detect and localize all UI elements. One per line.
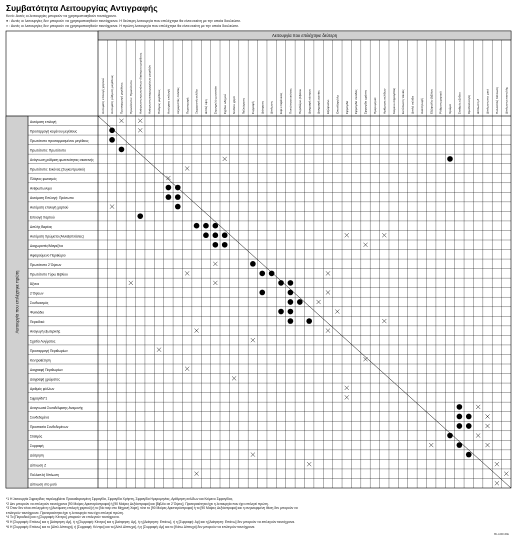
footnote-line: *1 Η λειτουργία Σφραγίδας περιλαμβάνει Προκαθορισμένη Σφραγίδα, Σφραγίδα Χρήστη, Σφραγίδα Ημερομηνίας, Αρίθμηση σελίδων και Κείμενο Σφραγίδας. [6, 497, 234, 501]
row-header: Αυτόματη επιλογή χαρτιού [30, 205, 69, 210]
dot-mark [250, 261, 256, 267]
cross-mark [495, 481, 499, 485]
column-header: Εφέ επιφάνειας [279, 92, 284, 114]
column-header: Δίπλωση στο μισό [485, 88, 490, 114]
row-header: Σταθμός [30, 434, 43, 439]
dot-mark [278, 280, 284, 286]
column-header: Ομαδοποίηση [466, 94, 471, 114]
cross-mark [476, 433, 480, 437]
cross-mark [317, 300, 321, 304]
header-second-label: Λειτουργία που επιλέχτηκε δεύτερη [271, 33, 338, 38]
dot-mark [203, 232, 209, 238]
dot-mark [175, 204, 181, 210]
row-header: Κεντροθέτηση [30, 358, 51, 363]
row-headers [28, 116, 511, 486]
row-header: Πολλαπλή δίπλωση [30, 472, 59, 477]
column-header: Δίπλωση επιστολής [504, 86, 509, 114]
dot-mark [109, 137, 115, 143]
footnote-line: *2 Δεν μπορούν να επιλεγούν ταυτόχρονα [90 Μοίρες Αριστερόστροφα] ή [90 Μοίρες Δεξιόστροφα] και [Βιβλίο σε 2 Όψεις]. Προτεραιότητα έχει η λειτουργία που έχει επιλεγεί πρώτη. [6, 501, 269, 506]
cross-mark [335, 309, 339, 313]
column-header: Εξώφυλλο βιβλίου [429, 88, 434, 114]
row-header: Άξονα [30, 282, 39, 287]
column-header: Ταξινόμηση [241, 98, 246, 114]
footnote-line: *6 Η [Συρραφή: Επάνω] και το [Δίπλ Δίπτυχα], ή [Συρραφή: Κέντρο] και το [Δίπλ Δίπτυχα], ή η [Συρραφή: Αρ] και το [Κάτω Δίπτυχα] δεν μπορούν να επιλεγούν ταυτόχρονα. [6, 524, 256, 529]
footnote-line: επιλεγούν ταυτόχρονα. Προτεραιότητα έχει η λειτουργία που έχει επιλεγεί πρώτη. [6, 510, 124, 515]
dot-mark [297, 299, 303, 305]
dot-mark [288, 299, 294, 305]
column-header: Σφραγίδα χρήστη [363, 89, 368, 114]
cross-mark [476, 405, 480, 409]
cross-mark [345, 395, 349, 399]
row-header: Προστασία Συνδεδεμένων [30, 425, 69, 430]
row-header: Δίπλωση Ζ [30, 463, 47, 468]
row-header: Αναγνωσιά Συναδέλφισης Αναμονής [30, 406, 84, 411]
cross-mark [382, 233, 386, 237]
cross-mark [157, 348, 161, 352]
column-header: Οπισθόφυλλο [335, 94, 340, 114]
cross-mark [213, 281, 217, 285]
dot-mark [306, 318, 312, 324]
cross-mark [345, 386, 349, 390]
column-header: Εξώφυλλο [326, 99, 331, 114]
dot-mark [259, 271, 265, 277]
column-header: Αρίθμηση σελίδων [382, 88, 387, 114]
row-header: Σφραγίδα*1 [30, 396, 48, 401]
column-headers [98, 40, 508, 488]
column-header: Διάτρηση [260, 101, 265, 114]
row-header: Ανθρωπωνυμο [30, 186, 53, 191]
column-header: Δίπλωση [269, 101, 274, 114]
row-header: Σχεδία Λυγίματος [30, 339, 56, 344]
column-header: Πυκνότητα εικόνας [288, 88, 293, 114]
dot-mark [166, 185, 172, 191]
column-header: Περιθώριο βιβλίου [297, 88, 302, 114]
dot-mark [466, 452, 472, 458]
matrix-marks [109, 119, 508, 486]
cross-mark [326, 271, 330, 275]
cross-mark [363, 243, 367, 247]
row-header: Διαγραφή χρώματος [30, 377, 60, 382]
dot-mark [457, 414, 463, 420]
column-header: Διπλή όψη [204, 99, 209, 114]
row-header: Πρωτότυπο 2 Όψεων [30, 262, 62, 267]
row-header: 2 Όψεων [30, 291, 44, 296]
dot-mark [288, 280, 294, 286]
footnote-line: *5 Η [Συρραφή: Επάνω] και η [Διάτρηση: Αρ], ή η [Συρραφή: Κέντρο] και η [Διάτρηση: Αρ], ή η [Διάτρηση: Επάνω], ή η [Συρραφή: Αρ] και η [Διάτρηση: Επάνω] δεν μπορούν να επιλεγούν ταυτόχρονα. [6, 520, 296, 524]
column-header: Ένθετο χαρτί [232, 96, 237, 114]
column-header: Σχέδιο οδηγού [222, 93, 227, 114]
column-header: Χρώμα [448, 104, 453, 114]
column-header: Σταθμός εξόδου [457, 92, 462, 114]
dot-mark [222, 242, 228, 248]
column-header: Κείμενο σφραγίδας [391, 87, 396, 114]
column-header: Περιστροφή [185, 97, 190, 114]
row-header: Πρωτότυπο: Πρωτότυπο [30, 148, 66, 153]
column-header: Διπλή σελίδα [410, 95, 415, 114]
cross-mark [213, 262, 217, 266]
dot-mark [203, 223, 209, 229]
row-header: Πρωτότυπο προσαρμοσμένου μεγέθους [30, 138, 89, 143]
dot-mark [175, 194, 181, 200]
row-header: Αυτόματη Χρώματα (Αλλαξοπλάσεις) [30, 234, 84, 239]
cross-mark [185, 271, 189, 275]
dot-mark [466, 414, 472, 420]
row-header: Προσαρμογή Περιθωρίων [30, 348, 68, 353]
page-title: Συμβατότητα Λειτουργίας Αντιγραφής [6, 3, 158, 13]
header-first-label: Λειτουργία που επιλέχτηκε πρώτη [14, 270, 20, 334]
row-header: Προσαρμογή κειμένου μεγέθους [30, 129, 78, 134]
cross-mark [382, 319, 386, 323]
cross-mark [138, 128, 142, 132]
cross-mark [223, 157, 227, 161]
cross-mark [345, 233, 349, 237]
cross-mark [495, 462, 499, 466]
cross-mark [194, 329, 198, 333]
legend-cross: × : Αυτές οι λειτουργίες δεν μπορούν να χρησιμοποιηθούν ταυτόχρονα. Η πρώτη λειτουργία που επιλέχτηκε θα είναι εκείνη με την οποία δουλεύετε. [6, 24, 240, 28]
dot-mark [175, 185, 181, 191]
footnote-line: *3 Όταν δεν είναι επιλεγμένη η [Αυτόματη επιλογή χαρτιού] ή το [Νο ταψ στο Μηχανή Χαρτ], τότε το [90 Μοίρες Αριστερόστροφα] ή το [90 Μοίρες Δεξιόστροφα] και η συγκεκριμένη θέση δεν μπορούν να [6, 506, 298, 511]
row-header: Περιοδικό [30, 320, 45, 325]
cross-mark [363, 357, 367, 361]
legend-blank: Κενό: Αυτές οι λειτουργίες μπορούν να χρησιμοποιηθούν ταυτόχρονα. [6, 14, 117, 18]
dot-mark [288, 318, 294, 324]
row-header: Διάτρηση [30, 453, 44, 458]
column-header: Αυτόματη επιλογή [166, 89, 171, 114]
row-header: Επιλογή Χαρτιού [30, 215, 55, 220]
row-header: Αναγωγή εξωτερικής [30, 329, 61, 334]
cross-mark [129, 281, 133, 285]
dot-mark [466, 423, 472, 429]
dot-mark [213, 223, 219, 229]
dot-mark [288, 290, 294, 296]
dot-mark [222, 232, 228, 238]
row-header: Διαχωριστές/Μαγαζίνα [30, 243, 63, 248]
row-header: Δίπλωση στο μισό [30, 482, 57, 487]
footnote-line: *4 Το [Περιοδικό] και η [Συρραφή: Κέντρο] μπορούν να επιλεγούν ταυτόχρονα. [6, 515, 120, 520]
row-header: Αφαιρούμενο Περιθώριο [30, 253, 66, 258]
row-header: Αυτόματη επιλογή [30, 119, 57, 124]
dot-mark [194, 223, 200, 229]
column-header: Αυτόματη ρύθμιση μεγέθους [110, 75, 115, 114]
column-header: Στρογγυλό μονοπάτι [213, 86, 218, 114]
column-header: Σφραγίδα [344, 100, 349, 114]
dot-mark [213, 242, 219, 248]
cross-mark [110, 205, 114, 209]
dot-mark [447, 433, 453, 439]
cross-mark [485, 424, 489, 428]
dot-mark [166, 194, 172, 200]
cross-mark [119, 119, 123, 123]
cross-mark [251, 338, 255, 342]
legend-dot: ● : Αυτές οι λειτουργίες δεν μπορούν να χρησιμοποιηθούν ταυτόχρονα. Η δεύτερη λειτουργία που επιλέχτηκε θα είναι εκείνη με την οποία δουλεύετε. [6, 19, 242, 23]
row-header: Διπλής Βαρέας [30, 224, 53, 229]
dot-mark [457, 442, 463, 448]
cross-mark [232, 376, 236, 380]
document-id: BLA001RE [494, 532, 509, 536]
column-header: Ξεχωριστές σελίδες [175, 87, 180, 114]
column-header: Ανάγνωση πρωτοτύπων ιδιαίτερου μεγέθους [138, 52, 143, 114]
dot-mark [447, 156, 453, 162]
cross-mark [194, 472, 198, 476]
cross-mark [326, 329, 330, 333]
column-header: Διαγραφή κέντρου [307, 88, 312, 114]
cross-mark [185, 367, 189, 371]
row-header: Συνδυασμός [30, 301, 49, 306]
row-header: Συνδεδεμένα [30, 415, 50, 420]
column-header: Αναστροφή [419, 98, 424, 114]
cross-mark [326, 290, 330, 294]
cross-mark [485, 414, 489, 418]
row-header: Ανάγνωση ρύθμιση φωτεινότητας σκοτεινής [30, 158, 94, 163]
dot-mark [457, 404, 463, 410]
row-header: Αυτόματη Επιλογή: Πρόσωπο [30, 196, 74, 201]
row-header: Συρραφή [30, 444, 44, 449]
column-header: Ημερομηνία [372, 97, 377, 114]
column-header: Συρραφή [250, 101, 255, 114]
dot-mark [119, 147, 125, 153]
column-header: Διαγραφή γωνίας [316, 90, 321, 114]
cross-mark [307, 462, 311, 466]
dot-mark [213, 232, 219, 238]
dot-mark [288, 309, 294, 315]
cross-mark [504, 472, 508, 476]
column-header: Δίπλωση Ζ [476, 98, 481, 114]
cross-mark [185, 166, 189, 170]
cross-mark [251, 453, 255, 457]
column-header: Προσαρμογή μεγέθους [119, 82, 124, 114]
dot-mark [259, 290, 265, 296]
dot-mark [457, 423, 463, 429]
dot-mark [109, 127, 115, 133]
column-header: Αυτόματη επιλογή χαρτιού [100, 78, 105, 114]
column-header: Εκτύπωση ταινίας [401, 89, 406, 114]
cross-mark [485, 443, 489, 447]
cross-mark [429, 443, 433, 447]
column-header: Ανάγνωση αναμεμιγμένων μεγεθών [147, 65, 152, 114]
cross-mark [138, 119, 142, 123]
column-header: Πρωτότυπο: Πρωτότυπο [128, 80, 133, 114]
dot-mark [137, 213, 143, 219]
row-header: Πρωτότυπο Γύρω Βιβλίου [30, 272, 68, 277]
row-header: Πλάγιος φωτισμός [30, 177, 57, 182]
dot-mark [269, 271, 275, 277]
row-header: Αριθμός φύλλων [30, 386, 55, 391]
row-header: Φυλλάδιο [30, 310, 44, 315]
row-header: Διαγραφή Περιθωρίων [30, 367, 63, 372]
column-header: Πλάγιος μεγέθους [157, 89, 162, 114]
dot-mark [278, 309, 284, 315]
column-header: Πολλαπλή δίπλωση [495, 86, 500, 114]
column-header: Σφραγίδα σελίδας [354, 89, 359, 114]
row-header: Πρωτότυπο: Εικόνας (Συγκεντρωτικό) [30, 167, 85, 172]
column-header: Ρύθμιση χαρτιού [438, 91, 443, 114]
column-header: Ξεχωριστή σελίδα [194, 89, 199, 114]
